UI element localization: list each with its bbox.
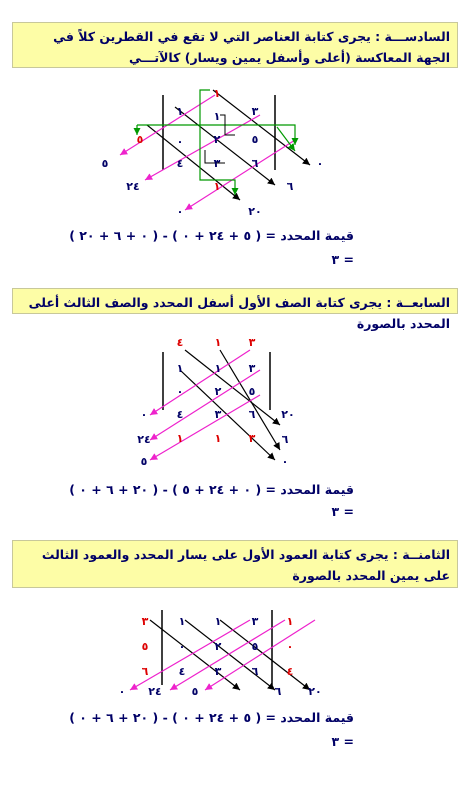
product-label: ٠ [140,408,148,421]
left-cell: ٣ [141,615,149,628]
cell: ١ [176,105,184,118]
cell: ١ [178,615,186,628]
diag-magenta [150,350,250,415]
section8-answer: = ٣ [331,734,354,749]
cell: ٢ [213,133,221,146]
cell: ٤ [176,157,184,170]
cell: ٦ [251,157,259,170]
section7-text: السابعــة : يجرى كتابة الصف الأول أسفل المحدد والصف الثالث أعلى المحدد بالصورة [28,295,450,331]
right-cell: ٤ [286,665,294,678]
product-label: ٢٠ [248,205,262,218]
cell: ٠ [178,640,186,653]
section8-text: الثامنــة : يجرى كتابة العمود الأول على يسار المحدد والعمود الثالث على يمين المحدد بالصورة [41,547,450,583]
bottom-cell: ١ [176,432,184,445]
product-label: ٦ [274,685,282,698]
cell: ١ [176,362,184,375]
right-cell: ١ [286,615,294,628]
cell: ٣ [213,157,221,170]
right-cell: ٠ [286,640,294,653]
cell: ٣ [248,362,256,375]
section7-figure [130,330,310,470]
product-label: ٥ [101,157,109,170]
product-label: ٠ [176,205,184,218]
product-label: ٢٠ [308,685,322,698]
diag-black [220,620,310,690]
section6-header [12,22,458,68]
cell: ٣ [251,615,259,628]
cell: ١ [213,110,221,123]
product-label: ٥ [140,455,148,468]
section7-header [12,288,458,331]
ext-cell: ٥ [136,133,144,146]
section8-figure [110,605,330,700]
cell: ٣ [214,665,222,678]
cell: ١ [214,362,222,375]
product-label: ٠ [316,157,324,170]
section7-answer: = ٣ [331,504,354,519]
product-label: ٢٠ [281,408,295,421]
diag-magenta [170,620,285,690]
product-label: ٢٤ [137,433,151,446]
section6-result: قيمة المحدد = ( ٥ + ٢٤ + ٠ ) - ( ٠ + ٦ + ٢٠ ) [69,228,354,243]
diag-magenta [130,620,250,690]
cell: ٠ [176,135,184,148]
section8-header [12,540,458,588]
diag-magenta [205,620,315,690]
cell: ٣ [251,105,259,118]
diag-black [185,620,275,690]
bottom-cell: ١ [214,432,222,445]
cell: ٤ [176,408,184,421]
cell: ٦ [248,408,256,421]
product-label: ٦ [286,180,294,193]
top-cell: ٤ [176,336,184,349]
cell: ٤ [178,665,186,678]
top-cell: ١ [214,336,222,349]
product-label: ٥ [191,685,199,698]
section8-result: قيمة المحدد = ( ٥ + ٢٤ + ٠ ) - ( ٢٠ + ٦ + ٠ ) [69,710,354,725]
cell: ٦ [251,665,259,678]
cell: ١ [214,615,222,628]
product-label: ٢٤ [148,685,162,698]
cell: ٣ [214,408,222,421]
left-cell: ٥ [141,640,149,653]
cell: ٥ [248,385,256,398]
section7-result: قيمة المحدد = ( ٠ + ٢٤ + ٥ ) - ( ٢٠ + ٦ + ٠ ) [69,482,354,497]
bottom-cell: ٣ [248,432,256,445]
left-cell: ٦ [141,665,149,678]
product-label: ٠ [281,455,289,468]
cell: ٢ [214,640,222,653]
ext-cell: ١ [213,180,221,193]
section6-text: السادســـة : يجرى كتابة العناصر التي لا تقع في القطرين كلاً في الجهة المعاكسة (أعلى وأسفل يمين ويسار) كالآتـــي [53,29,450,65]
cell: ٥ [251,640,259,653]
cell: ٠ [176,385,184,398]
cell: ٢ [214,385,222,398]
green-path [277,127,295,151]
product-label: ٠ [118,685,126,698]
section6-answer: = ٣ [331,252,354,267]
product-label: ٦ [281,433,289,446]
cell: ٥ [251,133,259,146]
top-cell: ٣ [248,336,256,349]
product-label: ٢٤ [126,180,140,193]
diag-black [147,125,240,200]
ext-cell: ١ [213,87,221,100]
section6-figure [95,85,345,220]
